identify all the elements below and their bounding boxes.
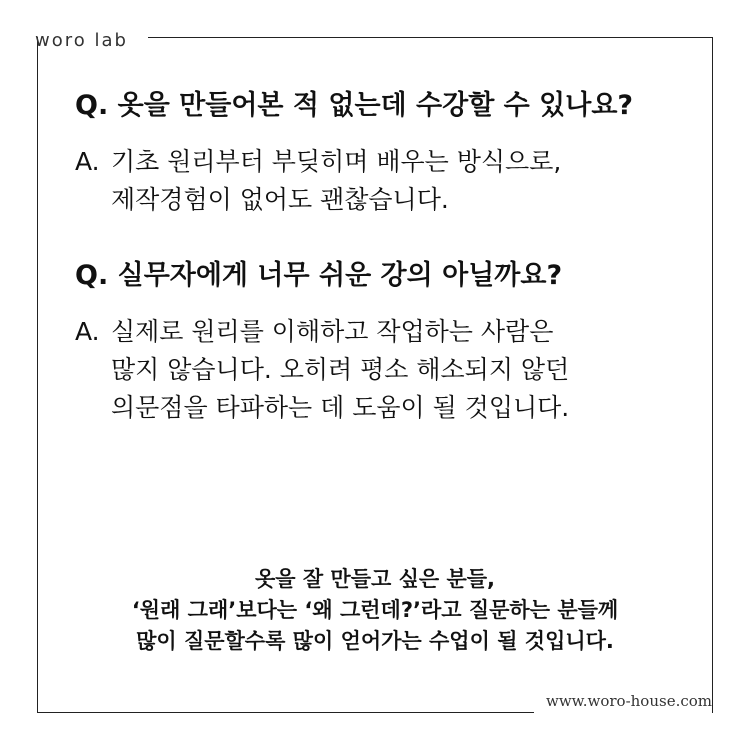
answer-1 (75, 143, 695, 219)
closing-line: ‘원래 그래’보다는 ‘왜 그런데?’라고 질문하는 분들께 (131, 598, 619, 622)
frame-border-top (148, 37, 713, 38)
answer-1-text (111, 143, 561, 219)
answer-2-text (111, 313, 569, 427)
answer-line: 기초 원리부터 부딪히며 배우는 방식으로, (111, 147, 562, 177)
answer-line: 실제로 원리를 이해하고 작업하는 사람은 (111, 317, 554, 347)
answer-2 (75, 313, 695, 427)
qa-item-2 (75, 258, 695, 427)
question-2: Q. 실무자에게 너무 쉬운 강의 아닐까요? (75, 260, 563, 291)
answer-line: 많지 않습니다. 오히려 평소 해소되지 않던 (111, 355, 570, 385)
answer-line: 의문점을 타파하는 데 도움이 될 것입니다. (111, 393, 570, 423)
closing-message (38, 564, 712, 657)
closing-line: 많이 질문할수록 많이 얻어가는 수업이 될 것입니다. (136, 629, 614, 653)
closing-line: 옷을 잘 만들고 싶은 분들, (254, 567, 496, 591)
brand-logo: woro lab (35, 30, 128, 51)
frame-border-bottom (37, 712, 534, 713)
answer-marker: A. (75, 317, 100, 347)
answer-line: 제작경험이 없어도 괜찮습니다. (111, 185, 449, 215)
website-url: www.woro-house.com (546, 692, 712, 710)
question-1: Q. 옷을 만들어본 적 없는데 수강할 수 있나요? (75, 90, 634, 121)
answer-marker: A. (75, 147, 100, 177)
frame-border-right (712, 37, 713, 713)
qa-item-1 (75, 88, 695, 219)
